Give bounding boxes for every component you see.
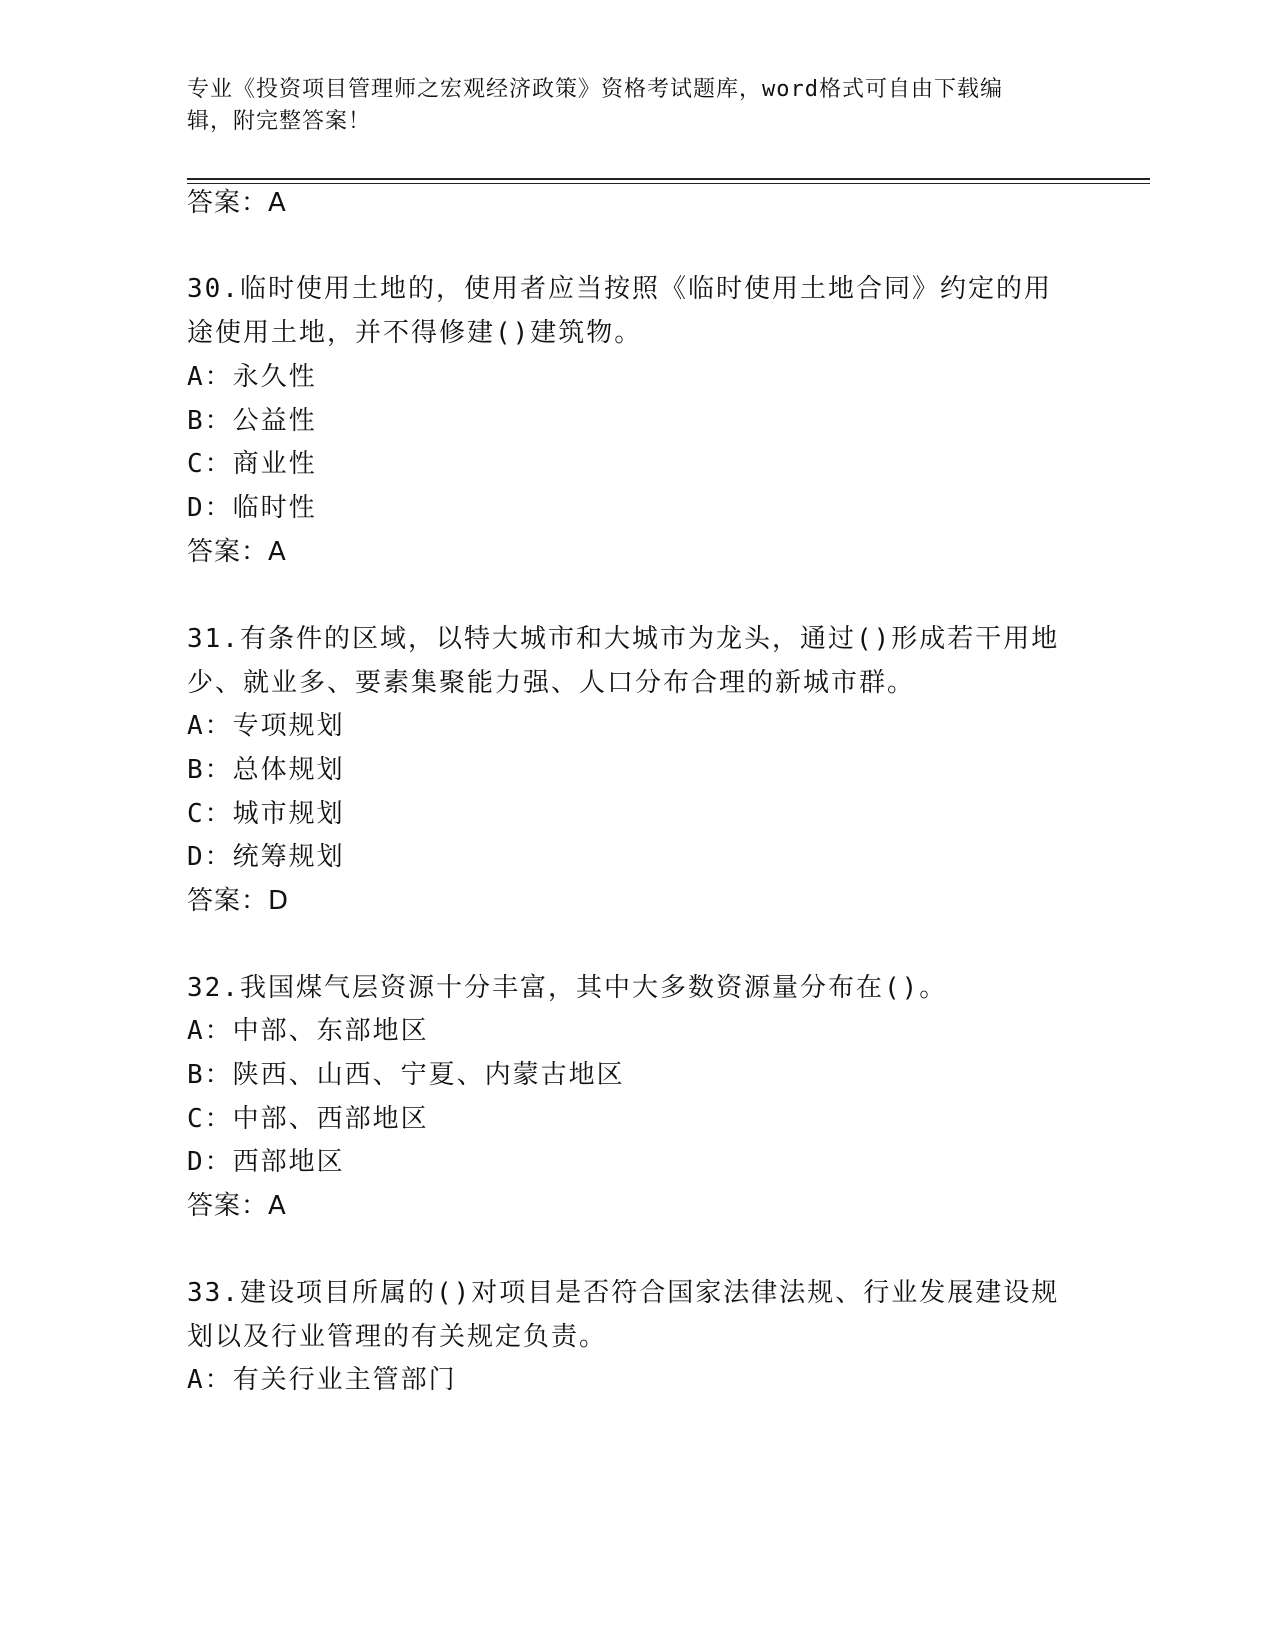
- question-30-option-b: B：公益性: [187, 406, 317, 436]
- question-33-option-a: A：有关行业主管部门: [187, 1365, 457, 1395]
- question-32-option-a: A：中部、东部地区: [187, 1016, 429, 1046]
- question-30-option-c: C：商业性: [187, 449, 317, 479]
- question-31-stem-line-2: 少、就业多、要素集聚能力强、人口分布合理的新城市群。: [187, 668, 916, 698]
- question-32-answer: 答案：A: [187, 1191, 287, 1221]
- question-30-stem-line-1: 30.临时使用土地的，使用者应当按照《临时使用土地合同》约定的用: [187, 274, 1052, 304]
- header-divider-thin: [187, 183, 1150, 184]
- question-31-option-b: B：总体规划: [187, 755, 345, 785]
- document-header: [187, 74, 1067, 138]
- question-31-option-c: C：城市规划: [187, 799, 345, 829]
- question-32-option-b: B：陕西、山西、宁夏、内蒙古地区: [187, 1060, 625, 1090]
- header-line-2: 辑，附完整答案！: [187, 109, 372, 134]
- question-32-option-c: C：中部、西部地区: [187, 1104, 429, 1134]
- header-line-1: 专业《投资项目管理师之宏观经济政策》资格考试题库，word格式可自由下载编: [187, 77, 1003, 102]
- question-32-stem-line-1: 32.我国煤气层资源十分丰富，其中大多数资源量分布在()。: [187, 973, 948, 1003]
- answer-29: 答案：A: [187, 188, 287, 218]
- question-31-answer: 答案：D: [187, 886, 290, 916]
- question-31-stem-line-1: 31.有条件的区域，以特大城市和大城市为龙头，通过()形成若干用地: [187, 624, 1060, 654]
- question-31-option-a: A：专项规划: [187, 711, 345, 741]
- question-32-option-d: D：西部地区: [187, 1147, 345, 1177]
- header-divider: [187, 178, 1150, 180]
- question-30-answer: 答案：A: [187, 537, 287, 567]
- question-30-stem-line-2: 途使用土地，并不得修建()建筑物。: [187, 318, 643, 348]
- question-33-stem-line-2: 划以及行业管理的有关规定负责。: [187, 1322, 608, 1352]
- question-31-option-d: D：统筹规划: [187, 842, 345, 872]
- question-30-option-a: A：永久性: [187, 362, 317, 392]
- question-33-stem-line-1: 33.建设项目所属的()对项目是否符合国家法律法规、行业发展建设规: [187, 1278, 1060, 1308]
- question-30-option-d: D：临时性: [187, 493, 317, 523]
